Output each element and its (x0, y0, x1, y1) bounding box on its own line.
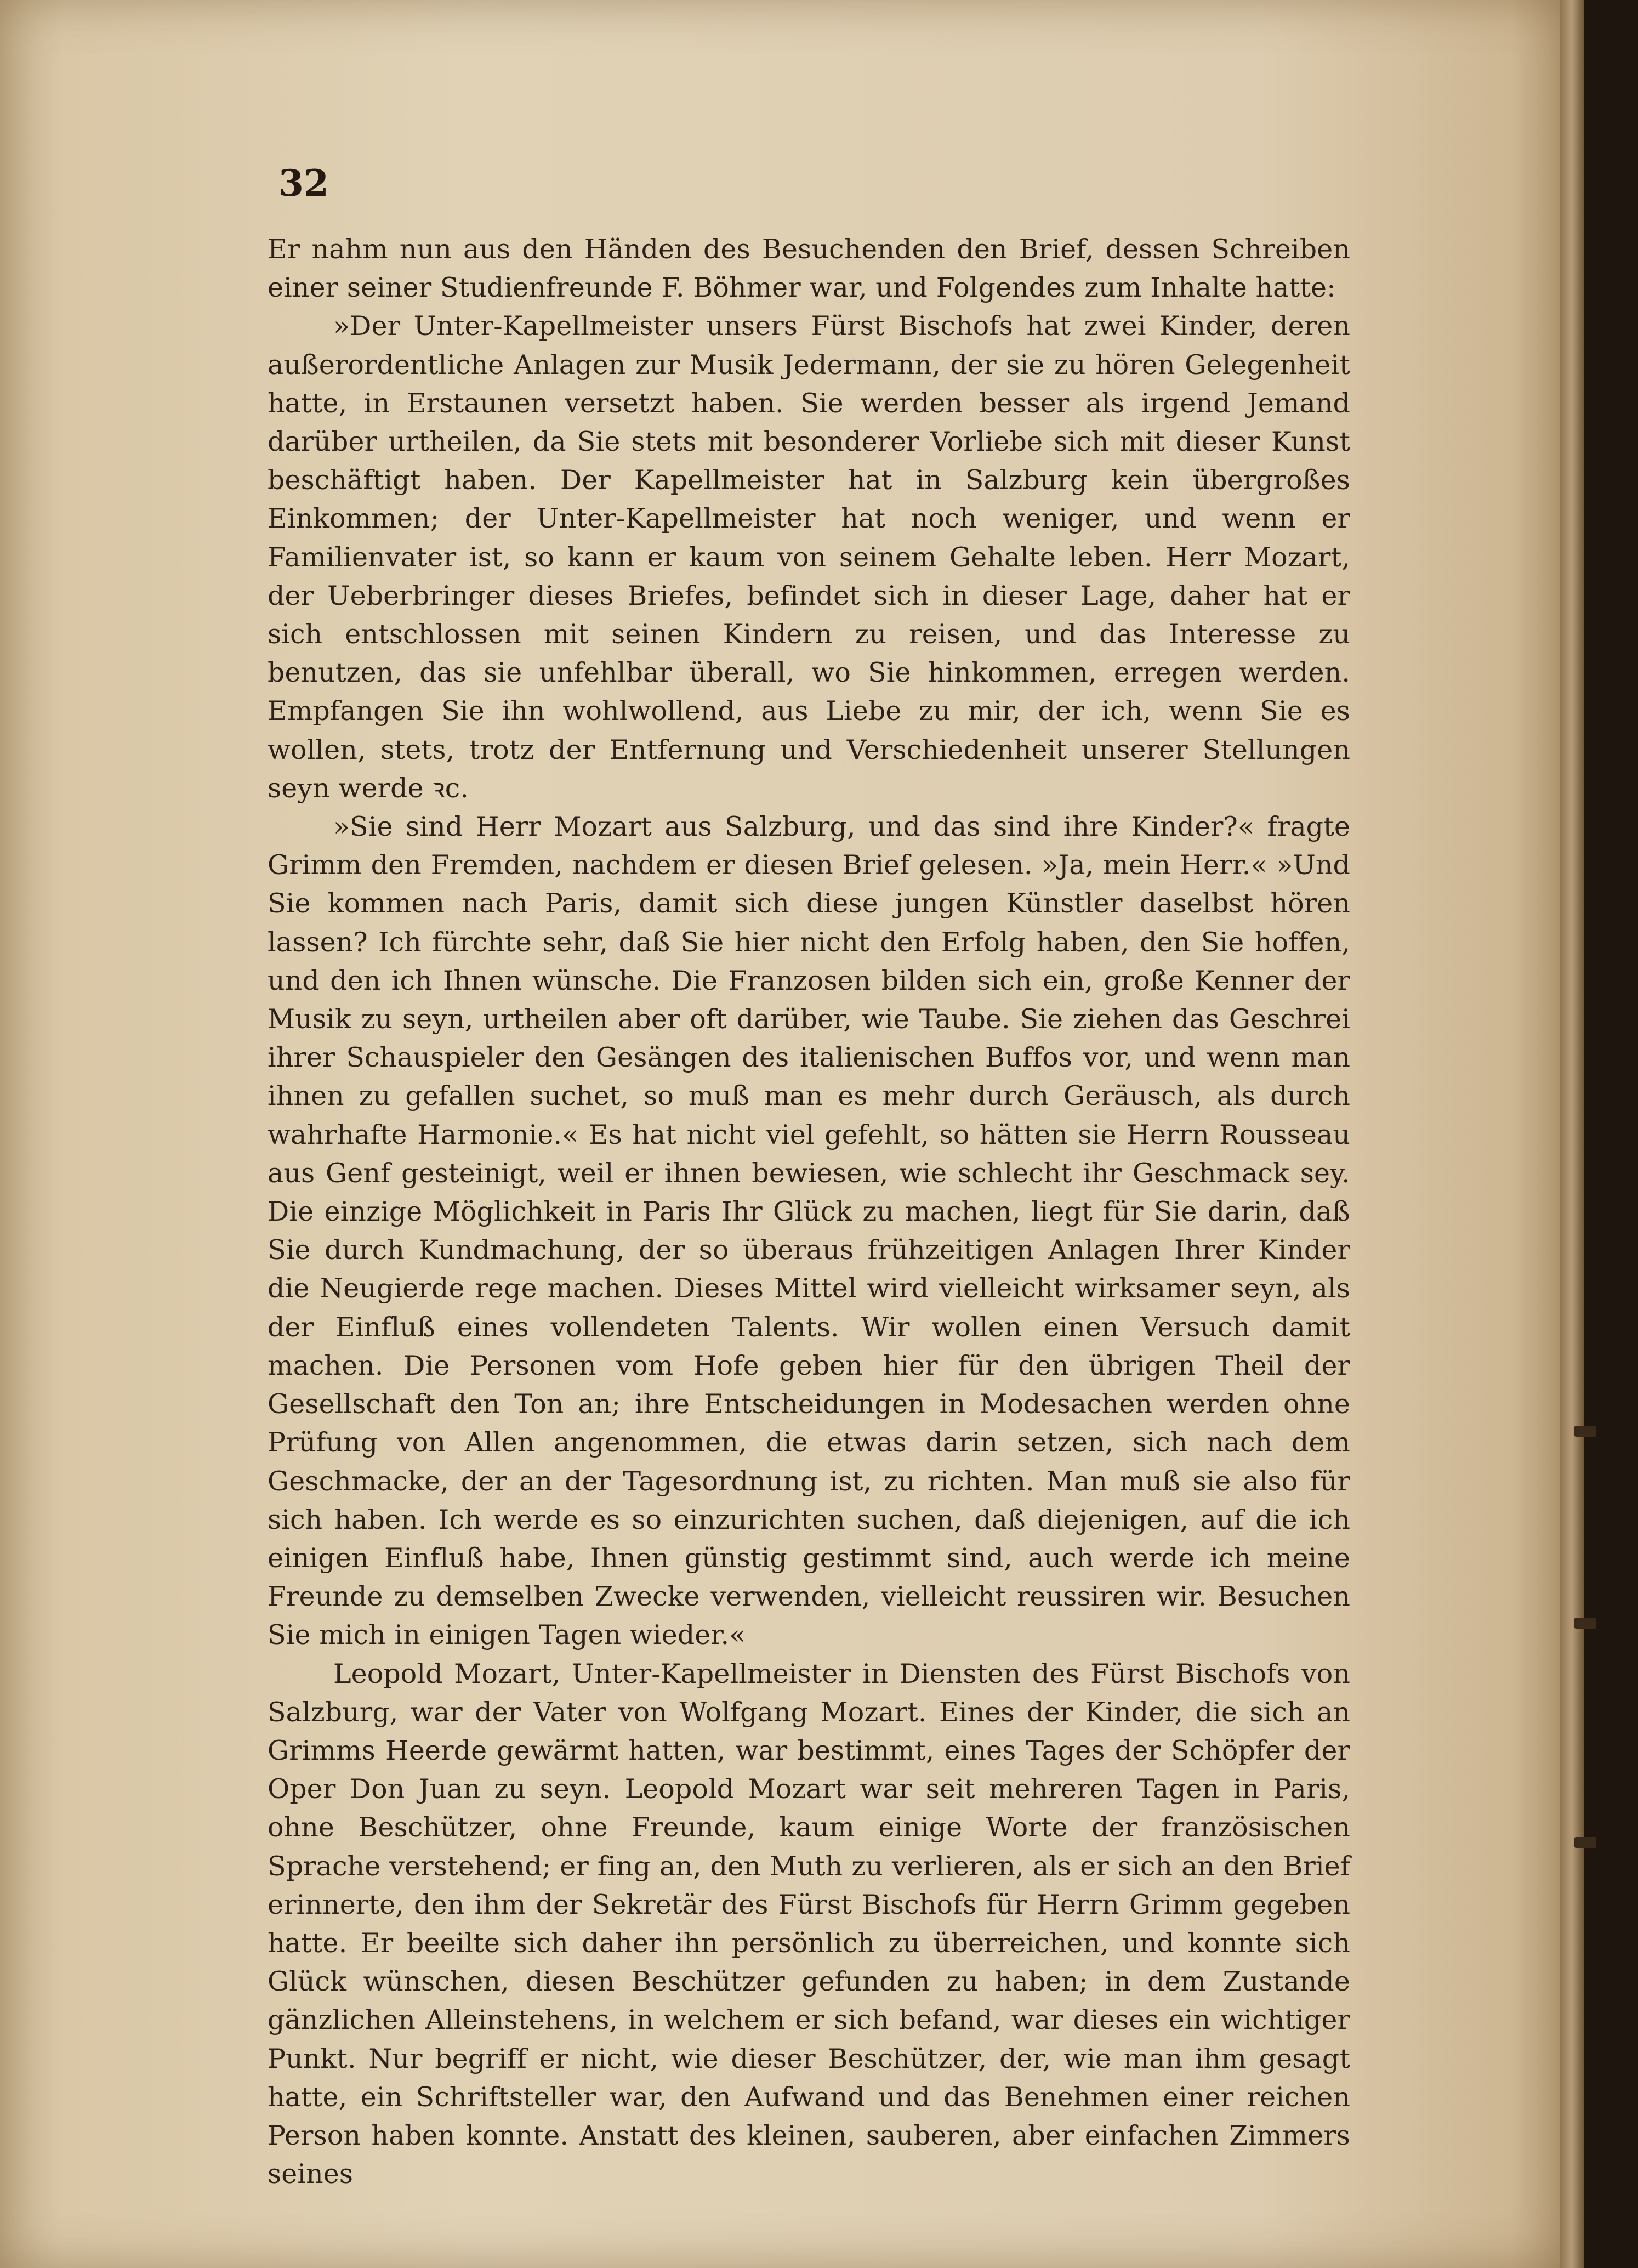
binding-stitch (1574, 1426, 1596, 1437)
page-number: 32 (278, 162, 329, 205)
paragraph: Er nahm nun aus den Händen des Besuchenden den Brief, dessen Schreiben einer seiner Studienfreunde F. Böhmer war, und Folgendes zum Inhalte hatte: (268, 234, 1350, 304)
paragraph: »Sie sind Herr Mozart aus Salzburg, und das sind ihre Kinder?« fragte Grimm den Fremden, nachdem er diesen Brief gelesen. »Ja, mein Herr.« »Und Sie kommen nach Paris, damit sich diese jungen Künstler daselbst hören lassen? Ich fürchte sehr, daß Sie hier nicht den Erfolg haben, den Sie hoffen, und den ich Ihnen wünsche. Die Franzosen bilden sich ein, große Kenner der Musik zu seyn, urtheilen aber oft darüber, wie Taube. Sie ziehen das Geschrei ihrer Schauspieler den Gesängen des italienischen Buffos vor, und wenn man ihnen zu gefallen suchet, so muß man es mehr durch Geräusch, als durch wahrhafte Harmonie.« Es hat nicht viel gefehlt, so hätten sie Herrn Rousseau aus Genf gesteinigt, weil er ihnen bewiesen, wie schlecht ihr Geschmack sey. Die einzige Möglichkeit in Paris Ihr Glück zu machen, liegt für Sie darin, daß Sie durch Kundmachung, der so überaus frühzeitigen Anlagen Ihrer Kinder die Neugierde rege machen. Dieses Mittel wird vielleicht wirksamer seyn, als der Einfluß eines vollendeten Talents. Wir wollen einen Versuch damit machen. Die Personen vom Hofe geben hier für den übrigen Theil der Gesellschaft den Ton an; ihre Entscheidungen in Modesachen werden ohne Prüfung von Allen angenommen, die etwas darin setzen, sich nach dem Geschmacke, der an der Tagesordnung ist, zu richten. Man muß sie also für sich haben. Ich werde es so einzurichten suchen, daß diejenigen, auf die ich einigen Einfluß habe, Ihnen günstig gestimmt sind, auch werde ich meine Freunde zu demselben Zwecke verwenden, vielleicht reussiren wir. Besuchen Sie mich in einigen Tagen wieder.« (268, 811, 1350, 1651)
binding-stitch (1574, 1618, 1596, 1629)
paragraph: »Der Unter-Kapellmeister unsers Fürst Bischofs hat zwei Kinder, deren außerordentliche Anlagen zur Musik Jedermann, der sie zu hören Gelegenheit hatte, in Erstaunen versetzt haben. Sie werden besser als irgend Jemand darüber urtheilen, da Sie stets mit besonderer Vorliebe sich mit dieser Kunst beschäftigt haben. Der Kapellmeister hat in Salzburg kein übergroßes Einkommen; der Unter-Kapellmeister hat noch weniger, und wenn er Familienvater ist, so kann er kaum von seinem Gehalte leben. Herr Mozart, der Ueberbringer dieses Briefes, befindet sich in dieser Lage, daher hat er sich entschlossen mit seinen Kindern zu reisen, und das Interesse zu benutzen, das sie unfehlbar überall, wo Sie hinkommen, erregen werden. Empfangen Sie ihn wohlwollend, aus Liebe zu mir, der ich, wenn Sie es wollen, stets, trotz der Entfernung und Verschiedenheit unserer Stellungen seyn werde ꝛc. (268, 310, 1350, 804)
book-binding (1560, 0, 1584, 2268)
body-text (268, 230, 1350, 2193)
binding-stitch (1574, 1837, 1596, 1848)
paragraph: Leopold Mozart, Unter-Kapellmeister in Diensten des Fürst Bischofs von Salzburg, war der Vater von Wolfgang Mozart. Eines der Kinder, die sich an Grimms Heerde gewärmt hatten, war bestimmt, eines Tages der Schöpfer der Oper Don Juan zu seyn. Leopold Mozart war seit mehreren Tagen in Paris, ohne Beschützer, ohne Freunde, kaum einige Worte der französischen Sprache verstehend; er fing an, den Muth zu verlieren, als er sich an den Brief erinnerte, den ihm der Sekretär des Fürst Bischofs für Herrn Grimm gegeben hatte. Er beeilte sich daher ihn persönlich zu überreichen, und konnte sich Glück wünschen, diesen Beschützer gefunden zu haben; in dem Zustande gänzlichen Alleinstehens, in welchem er sich befand, war dieses ein wichtiger Punkt. Nur begriff er nicht, wie dieser Beschützer, der, wie man ihm gesagt hatte, ein Schriftsteller war, den Aufwand und das Benehmen einer reichen Person haben konnte. Anstatt des kleinen, sauberen, aber einfachen Zimmers seines (268, 1658, 1350, 2190)
